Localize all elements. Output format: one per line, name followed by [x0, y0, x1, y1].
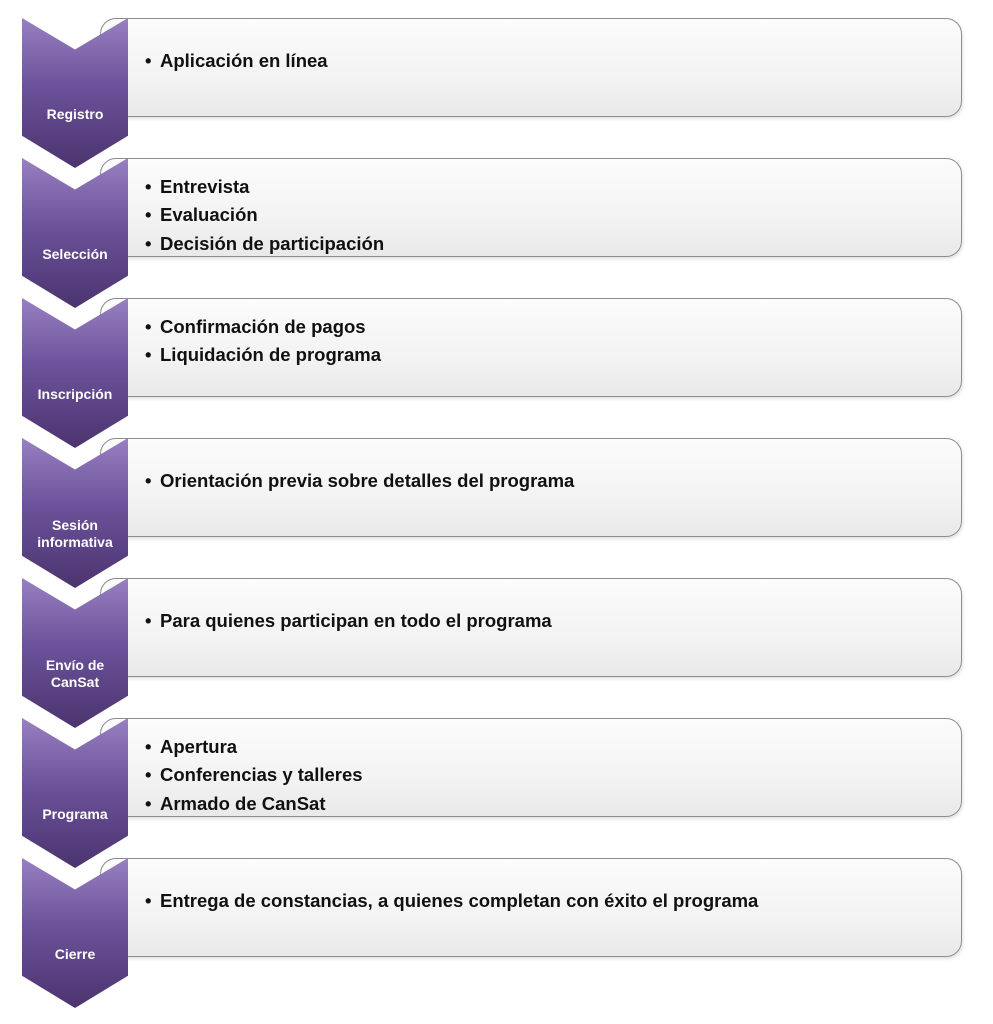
step-bullet-item: • Aplicación en línea [145, 47, 328, 76]
step-bullet-item: • Para quienes participan en todo el programa [145, 607, 552, 636]
step-label: Cierre [54, 945, 96, 962]
step-bullet-list [145, 313, 381, 370]
step-bullet-list [145, 173, 384, 259]
step-bullet-item: • Apertura [145, 733, 363, 762]
step-chevron [22, 18, 128, 168]
step-bullet-item: • Orientación previa sobre detalles del programa [145, 467, 574, 496]
step-label: Envío de CanSat [45, 657, 105, 690]
step-bullet-item: • Evaluación [145, 201, 384, 230]
step-label: Selección [42, 245, 108, 262]
step-bullet-item: • Decisión de participación [145, 230, 384, 259]
step-bullet-item: • Conferencias y talleres [145, 761, 363, 790]
step-label: Sesión informativa [37, 517, 113, 550]
step-bullet-list [145, 47, 328, 76]
step-chevron [22, 718, 128, 868]
step-label: Programa [42, 805, 108, 822]
step-bullet-item: • Entrevista [145, 173, 384, 202]
step-bullet-list [145, 733, 363, 819]
step-chevron [22, 858, 128, 1008]
step-chevron [22, 438, 128, 588]
step-bullet-item: • Entrega de constancias, a quienes completan con éxito el programa [145, 887, 758, 916]
step-bullet-list [145, 467, 574, 496]
step-chevron [22, 578, 128, 728]
step-label: Registro [46, 105, 104, 122]
step-bullet-item: • Armado de CanSat [145, 790, 363, 819]
step-bullet-item: • Liquidación de programa [145, 341, 381, 370]
step-chevron [22, 158, 128, 308]
step-chevron [22, 298, 128, 448]
step-label: Inscripción [37, 385, 113, 402]
step-bullet-list [145, 607, 552, 636]
step-bullet-list [145, 887, 758, 916]
step-bullet-item: • Confirmación de pagos [145, 313, 381, 342]
